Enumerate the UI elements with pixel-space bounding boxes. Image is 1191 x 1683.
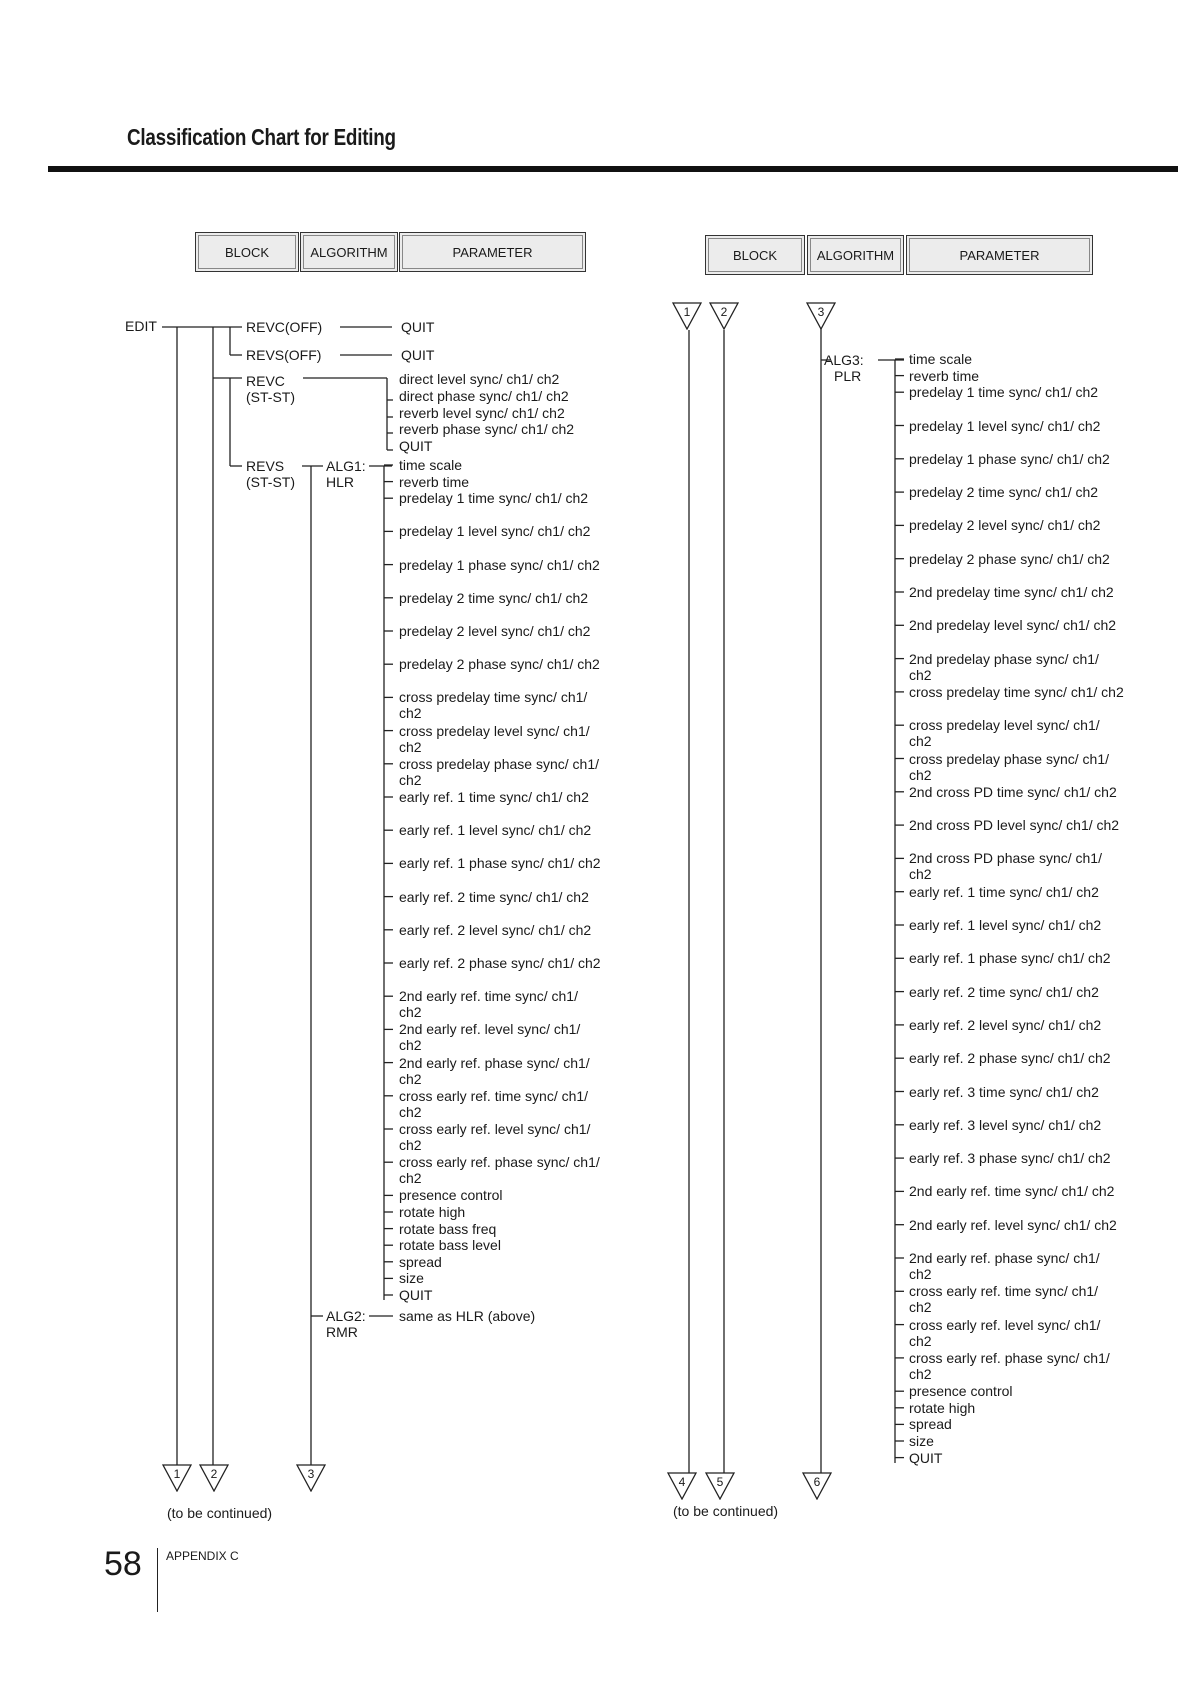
param-item: predelay 1 level sync/ ch1/ ch2: [399, 523, 591, 540]
param-item: early ref. 1 level sync/ ch1/ ch2: [399, 822, 592, 839]
connector-triangle: [162, 1464, 192, 1492]
param-item: early ref. 3 phase sync/ ch1/ ch2: [909, 1150, 1111, 1167]
param-item: direct level sync/ ch1/ ch2: [399, 371, 560, 387]
page-title: Classification Chart for Editing: [127, 124, 396, 150]
param-item: 2nd early ref. level sync/ ch1/ ch2: [399, 1021, 581, 1054]
param-item: early ref. 2 level sync/ ch1/ ch2: [909, 1016, 1102, 1033]
connector-triangle: [672, 302, 702, 330]
left-continued-note: (to be continued): [167, 1505, 273, 1521]
param-item: predelay 1 level sync/ ch1/ ch2: [909, 417, 1101, 434]
triangle-label: 2: [210, 1467, 218, 1481]
param-item: QUIT: [399, 438, 433, 455]
param-item: cross early ref. time sync/ ch1/ ch2: [399, 1087, 589, 1120]
revs-off-quit: QUIT: [401, 347, 435, 363]
triangle-label: 3: [307, 1467, 315, 1481]
connector-triangle: [705, 1472, 735, 1500]
param-item: early ref. 1 time sync/ ch1/ ch2: [399, 789, 589, 805]
param-item: reverb time: [399, 473, 470, 490]
param-item: early ref. 1 phase sync/ ch1/ ch2: [909, 950, 1111, 967]
alg1-label: ALG1:: [326, 458, 366, 474]
param-item: early ref. 1 phase sync/ ch1/ ch2: [399, 855, 601, 872]
param-item: 2nd predelay level sync/ ch1/ ch2: [909, 617, 1117, 634]
param-item: 2nd early ref. phase sync/ ch1/ ch2: [399, 1054, 590, 1087]
param-item: cross early ref. level sync/ ch1/ ch2: [909, 1316, 1101, 1349]
param-item: spread: [399, 1253, 442, 1270]
param-item: size: [399, 1270, 424, 1287]
param-item: cross predelay level sync/ ch1/ ch2: [399, 722, 590, 755]
triangle-label: 6: [813, 1475, 821, 1489]
param-item: cross early ref. phase sync/ ch1/ ch2: [909, 1349, 1110, 1382]
param-item: cross predelay phase sync/ ch1/ ch2: [909, 750, 1109, 783]
param-item: time scale: [909, 351, 973, 367]
param-item: early ref. 2 phase sync/ ch1/ ch2: [909, 1050, 1111, 1067]
param-item: early ref. 2 time sync/ ch1/ ch2: [909, 983, 1099, 1000]
param-item: predelay 1 time sync/ ch1/ ch2: [399, 490, 589, 507]
param-item: 2nd early ref. level sync/ ch1/ ch2: [909, 1216, 1117, 1233]
param-item: 2nd predelay time sync/ ch1/ ch2: [909, 584, 1114, 600]
param-item: predelay 2 time sync/ ch1/ ch2: [909, 484, 1099, 501]
param-item: 2nd predelay phase sync/ ch1/ ch2: [909, 650, 1099, 683]
connector-triangle: [709, 302, 739, 330]
param-item: predelay 2 level sync/ ch1/ ch2: [909, 517, 1101, 534]
footer-divider: [157, 1548, 158, 1612]
param-item: 2nd cross PD level sync/ ch1/ ch2: [909, 817, 1120, 834]
triangle-label: 1: [683, 305, 691, 319]
param-item: cross predelay time sync/ ch1/ ch2: [909, 683, 1124, 700]
connector-triangle: [806, 302, 836, 330]
param-item: 2nd early ref. time sync/ ch1/ ch2: [399, 988, 578, 1021]
param-item: early ref. 2 time sync/ ch1/ ch2: [399, 888, 589, 905]
alg2-sub-label: RMR: [326, 1324, 358, 1340]
param-item: reverb phase sync/ ch1/ ch2: [399, 421, 575, 438]
revs-label: REVS: [246, 458, 285, 474]
param-item: time scale: [399, 457, 463, 473]
connector-triangle: [199, 1464, 229, 1492]
header-parameter-right: PARAMETER: [906, 235, 1093, 275]
param-item: cross predelay level sync/ ch1/ ch2: [909, 717, 1100, 750]
header-algorithm-right: ALGORITHM: [807, 235, 904, 275]
alg3-label: ALG3:: [824, 352, 864, 368]
param-item: early ref. 2 phase sync/ ch1/ ch2: [399, 955, 601, 971]
param-item: cross early ref. phase sync/ ch1/ ch2: [399, 1154, 600, 1187]
alg3-sub-label: PLR: [834, 368, 862, 384]
param-item: QUIT: [399, 1287, 433, 1303]
param-item: early ref. 1 level sync/ ch1/ ch2: [909, 917, 1102, 933]
alg2-param: same as HLR (above): [399, 1308, 536, 1324]
header-block-right: BLOCK: [705, 235, 805, 275]
revs-off-label: REVS(OFF): [246, 347, 322, 363]
param-item: rotate bass freq: [399, 1220, 497, 1237]
param-item: reverb time: [909, 367, 980, 384]
param-item: rotate high: [399, 1204, 466, 1220]
revc-sub-label: (ST-ST): [246, 389, 295, 405]
param-item: predelay 2 phase sync/ ch1/ ch2: [909, 550, 1110, 567]
param-item: early ref. 2 level sync/ ch1/ ch2: [399, 921, 592, 938]
triangle-label: 1: [173, 1467, 181, 1481]
param-item: 2nd cross PD time sync/ ch1/ ch2: [909, 783, 1117, 800]
param-item: rotate high: [909, 1399, 976, 1416]
param-item: 2nd early ref. time sync/ ch1/ ch2: [909, 1183, 1115, 1200]
param-item: rotate bass level: [399, 1237, 501, 1254]
param-item: early ref. 3 time sync/ ch1/ ch2: [909, 1083, 1099, 1100]
param-item: predelay 2 time sync/ ch1/ ch2: [399, 589, 589, 606]
header-algorithm-left: ALGORITHM: [300, 232, 398, 272]
alg1-sub-label: HLR: [326, 474, 355, 490]
param-item: presence control: [909, 1383, 1013, 1400]
param-item: predelay 2 phase sync/ ch1/ ch2: [399, 656, 600, 673]
param-item: direct phase sync/ ch1/ ch2: [399, 387, 569, 404]
param-item: cross early ref. level sync/ ch1/ ch2: [399, 1121, 591, 1153]
connector-triangle: [802, 1472, 832, 1500]
triangle-label: 4: [678, 1475, 686, 1489]
param-item: 2nd early ref. phase sync/ ch1/ ch2: [909, 1250, 1100, 1282]
param-item: predelay 2 level sync/ ch1/ ch2: [399, 623, 591, 639]
revc-off-label: REVC(OFF): [246, 319, 323, 335]
param-item: reverb level sync/ ch1/ ch2: [399, 404, 565, 421]
page-number: 58: [104, 1545, 142, 1583]
param-item: cross early ref. time sync/ ch1/ ch2: [909, 1283, 1099, 1316]
footer-section: APPENDIX C: [166, 1549, 239, 1563]
revs-sub-label: (ST-ST): [246, 474, 295, 490]
param-item: QUIT: [909, 1449, 943, 1466]
revc-label: REVC: [246, 373, 285, 389]
connector-triangle: [296, 1464, 326, 1492]
edit-label: EDIT: [125, 318, 157, 334]
param-item: early ref. 3 level sync/ ch1/ ch2: [909, 1116, 1102, 1133]
triangle-label: 5: [716, 1475, 724, 1489]
param-item: predelay 1 time sync/ ch1/ ch2: [909, 384, 1099, 401]
triangle-label: 3: [817, 305, 825, 319]
connector-triangle: [667, 1472, 697, 1500]
param-item: cross predelay phase sync/ ch1/ ch2: [399, 755, 599, 788]
param-item: presence control: [399, 1187, 503, 1204]
param-item: predelay 1 phase sync/ ch1/ ch2: [399, 556, 600, 573]
alg2-label: ALG2:: [326, 1308, 366, 1324]
right-continued-note: (to be continued): [673, 1503, 779, 1519]
param-item: 2nd cross PD phase sync/ ch1/ ch2: [909, 850, 1102, 883]
param-item: spread: [909, 1416, 952, 1433]
param-item: early ref. 1 time sync/ ch1/ ch2: [909, 883, 1099, 900]
param-item: predelay 1 phase sync/ ch1/ ch2: [909, 450, 1110, 467]
param-item: cross predelay time sync/ ch1/ ch2: [399, 689, 588, 722]
triangle-label: 2: [720, 305, 728, 319]
header-parameter-left: PARAMETER: [399, 232, 586, 272]
param-item: size: [909, 1433, 934, 1449]
header-block-left: BLOCK: [195, 232, 299, 272]
revc-off-quit: QUIT: [401, 319, 435, 335]
